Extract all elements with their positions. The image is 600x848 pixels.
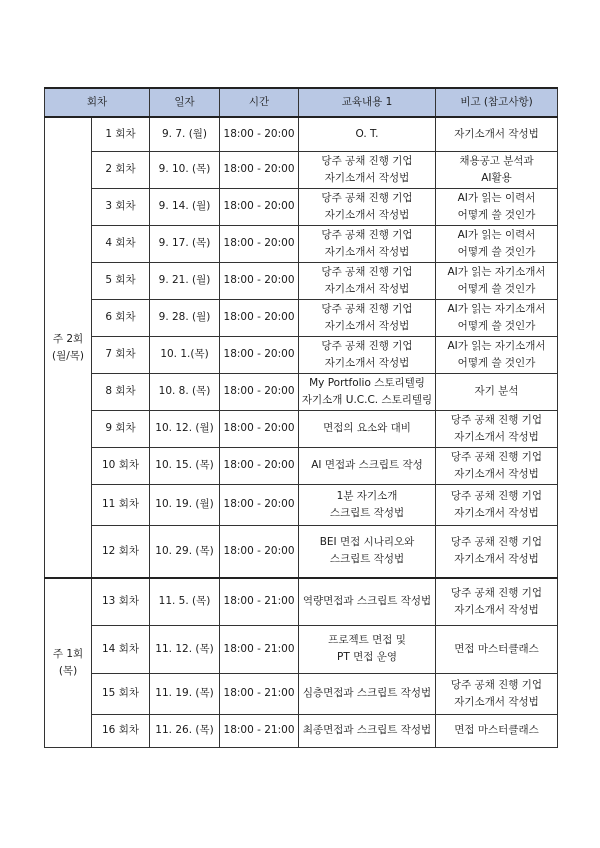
session-note: 당주 공채 진행 기업 자기소개서 작성법 bbox=[436, 447, 558, 484]
session-number: 7 회차 bbox=[92, 336, 150, 373]
table-row bbox=[45, 299, 558, 336]
session-number: 11 회차 bbox=[92, 484, 150, 525]
session-note: AI가 읽는 이력서 어떻게 쓸 것인가 bbox=[436, 225, 558, 262]
table-row bbox=[45, 336, 558, 373]
session-date: 10. 12. (월) bbox=[150, 410, 220, 447]
session-date: 9. 28. (월) bbox=[150, 299, 220, 336]
header-row bbox=[45, 88, 558, 117]
session-content: 당주 공채 진행 기업 자기소개서 작성법 bbox=[299, 151, 436, 188]
session-date: 9. 14. (월) bbox=[150, 188, 220, 225]
session-time: 18:00 - 20:00 bbox=[220, 336, 299, 373]
session-content: 당주 공채 진행 기업 자기소개서 작성법 bbox=[299, 336, 436, 373]
session-note: 면접 마스터클래스 bbox=[436, 625, 558, 673]
session-number: 3 회차 bbox=[92, 188, 150, 225]
session-content: 당주 공채 진행 기업 자기소개서 작성법 bbox=[299, 299, 436, 336]
session-number: 9 회차 bbox=[92, 410, 150, 447]
session-note: AI가 읽는 자기소개서 어떻게 쓸 것인가 bbox=[436, 262, 558, 299]
session-date: 10. 19. (월) bbox=[150, 484, 220, 525]
header-date: 일자 bbox=[150, 88, 220, 117]
session-date: 10. 8. (목) bbox=[150, 373, 220, 410]
header-note: 비고 (참고사항) bbox=[436, 88, 558, 117]
session-time: 18:00 - 20:00 bbox=[220, 262, 299, 299]
session-content: 최종면접과 스크립트 작성법 bbox=[299, 714, 436, 747]
session-date: 11. 5. (목) bbox=[150, 578, 220, 625]
session-number: 14 회차 bbox=[92, 625, 150, 673]
session-date: 11. 26. (목) bbox=[150, 714, 220, 747]
session-content: 당주 공채 진행 기업 자기소개서 작성법 bbox=[299, 188, 436, 225]
table-row bbox=[45, 117, 558, 151]
session-note: 면접 마스터클래스 bbox=[436, 714, 558, 747]
session-content: My Portfolio 스토리텔링 자기소개 U.C.C. 스토리텔링 bbox=[299, 373, 436, 410]
group-label-twice-weekly: 주 2회 (월/목) bbox=[45, 117, 92, 578]
session-content: AI 면접과 스크립트 작성 bbox=[299, 447, 436, 484]
group-label-once-weekly: 주 1회 (목) bbox=[45, 578, 92, 747]
table-row bbox=[45, 673, 558, 714]
header-session: 회차 bbox=[45, 88, 150, 117]
session-note: 당주 공채 진행 기업 자기소개서 작성법 bbox=[436, 410, 558, 447]
session-content: 프로젝트 면접 및 PT 면접 운영 bbox=[299, 625, 436, 673]
session-time: 18:00 - 20:00 bbox=[220, 484, 299, 525]
session-note: 당주 공채 진행 기업 자기소개서 작성법 bbox=[436, 673, 558, 714]
session-number: 2 회차 bbox=[92, 151, 150, 188]
session-date: 10. 15. (목) bbox=[150, 447, 220, 484]
session-time: 18:00 - 21:00 bbox=[220, 625, 299, 673]
table-row bbox=[45, 373, 558, 410]
session-content: 1분 자기소개 스크립트 작성법 bbox=[299, 484, 436, 525]
table-row bbox=[45, 525, 558, 578]
session-content: 역량면접과 스크립트 작성법 bbox=[299, 578, 436, 625]
schedule-table bbox=[44, 87, 558, 748]
session-number: 8 회차 bbox=[92, 373, 150, 410]
session-content: 당주 공채 진행 기업 자기소개서 작성법 bbox=[299, 225, 436, 262]
session-number: 10 회차 bbox=[92, 447, 150, 484]
session-number: 5 회차 bbox=[92, 262, 150, 299]
session-date: 9. 17. (목) bbox=[150, 225, 220, 262]
session-time: 18:00 - 20:00 bbox=[220, 447, 299, 484]
session-date: 9. 10. (목) bbox=[150, 151, 220, 188]
session-date: 9. 21. (월) bbox=[150, 262, 220, 299]
session-time: 18:00 - 21:00 bbox=[220, 714, 299, 747]
table-row bbox=[45, 225, 558, 262]
session-note: 당주 공채 진행 기업 자기소개서 작성법 bbox=[436, 525, 558, 578]
session-date: 10. 29. (목) bbox=[150, 525, 220, 578]
session-time: 18:00 - 21:00 bbox=[220, 578, 299, 625]
session-note: 당주 공채 진행 기업 자기소개서 작성법 bbox=[436, 578, 558, 625]
session-date: 11. 12. (목) bbox=[150, 625, 220, 673]
session-note: 채용공고 분석과 AI활용 bbox=[436, 151, 558, 188]
table-row bbox=[45, 410, 558, 447]
session-note: AI가 읽는 자기소개서 어떻게 쓸 것인가 bbox=[436, 336, 558, 373]
session-number: 16 회차 bbox=[92, 714, 150, 747]
header-time: 시간 bbox=[220, 88, 299, 117]
session-number: 4 회차 bbox=[92, 225, 150, 262]
session-note: 자기소개서 작성법 bbox=[436, 117, 558, 151]
session-time: 18:00 - 20:00 bbox=[220, 151, 299, 188]
session-content: O. T. bbox=[299, 117, 436, 151]
session-number: 12 회차 bbox=[92, 525, 150, 578]
session-date: 10. 1.(목) bbox=[150, 336, 220, 373]
session-content: 면접의 요소와 대비 bbox=[299, 410, 436, 447]
session-number: 1 회차 bbox=[92, 117, 150, 151]
session-note: AI가 읽는 이력서 어떻게 쓸 것인가 bbox=[436, 188, 558, 225]
session-time: 18:00 - 20:00 bbox=[220, 117, 299, 151]
session-note: 자기 분석 bbox=[436, 373, 558, 410]
session-time: 18:00 - 20:00 bbox=[220, 299, 299, 336]
session-note: AI가 읽는 자기소개서 어떻게 쓸 것인가 bbox=[436, 299, 558, 336]
session-number: 15 회차 bbox=[92, 673, 150, 714]
session-number: 13 회차 bbox=[92, 578, 150, 625]
session-time: 18:00 - 20:00 bbox=[220, 410, 299, 447]
table-row bbox=[45, 447, 558, 484]
table-row bbox=[45, 625, 558, 673]
session-number: 6 회차 bbox=[92, 299, 150, 336]
table-row bbox=[45, 714, 558, 747]
session-content: BEI 면접 시나리오와 스크립트 작성법 bbox=[299, 525, 436, 578]
session-content: 심층면접과 스크립트 작성법 bbox=[299, 673, 436, 714]
table-row bbox=[45, 484, 558, 525]
session-time: 18:00 - 20:00 bbox=[220, 188, 299, 225]
session-time: 18:00 - 20:00 bbox=[220, 225, 299, 262]
table-row bbox=[45, 262, 558, 299]
session-time: 18:00 - 20:00 bbox=[220, 525, 299, 578]
session-time: 18:00 - 20:00 bbox=[220, 373, 299, 410]
header-content: 교육내용 1 bbox=[299, 88, 436, 117]
session-date: 11. 19. (목) bbox=[150, 673, 220, 714]
session-note: 당주 공채 진행 기업 자기소개서 작성법 bbox=[436, 484, 558, 525]
table-row bbox=[45, 188, 558, 225]
session-time: 18:00 - 21:00 bbox=[220, 673, 299, 714]
table-row bbox=[45, 578, 558, 625]
session-content: 당주 공채 진행 기업 자기소개서 작성법 bbox=[299, 262, 436, 299]
table-row bbox=[45, 151, 558, 188]
session-date: 9. 7. (월) bbox=[150, 117, 220, 151]
